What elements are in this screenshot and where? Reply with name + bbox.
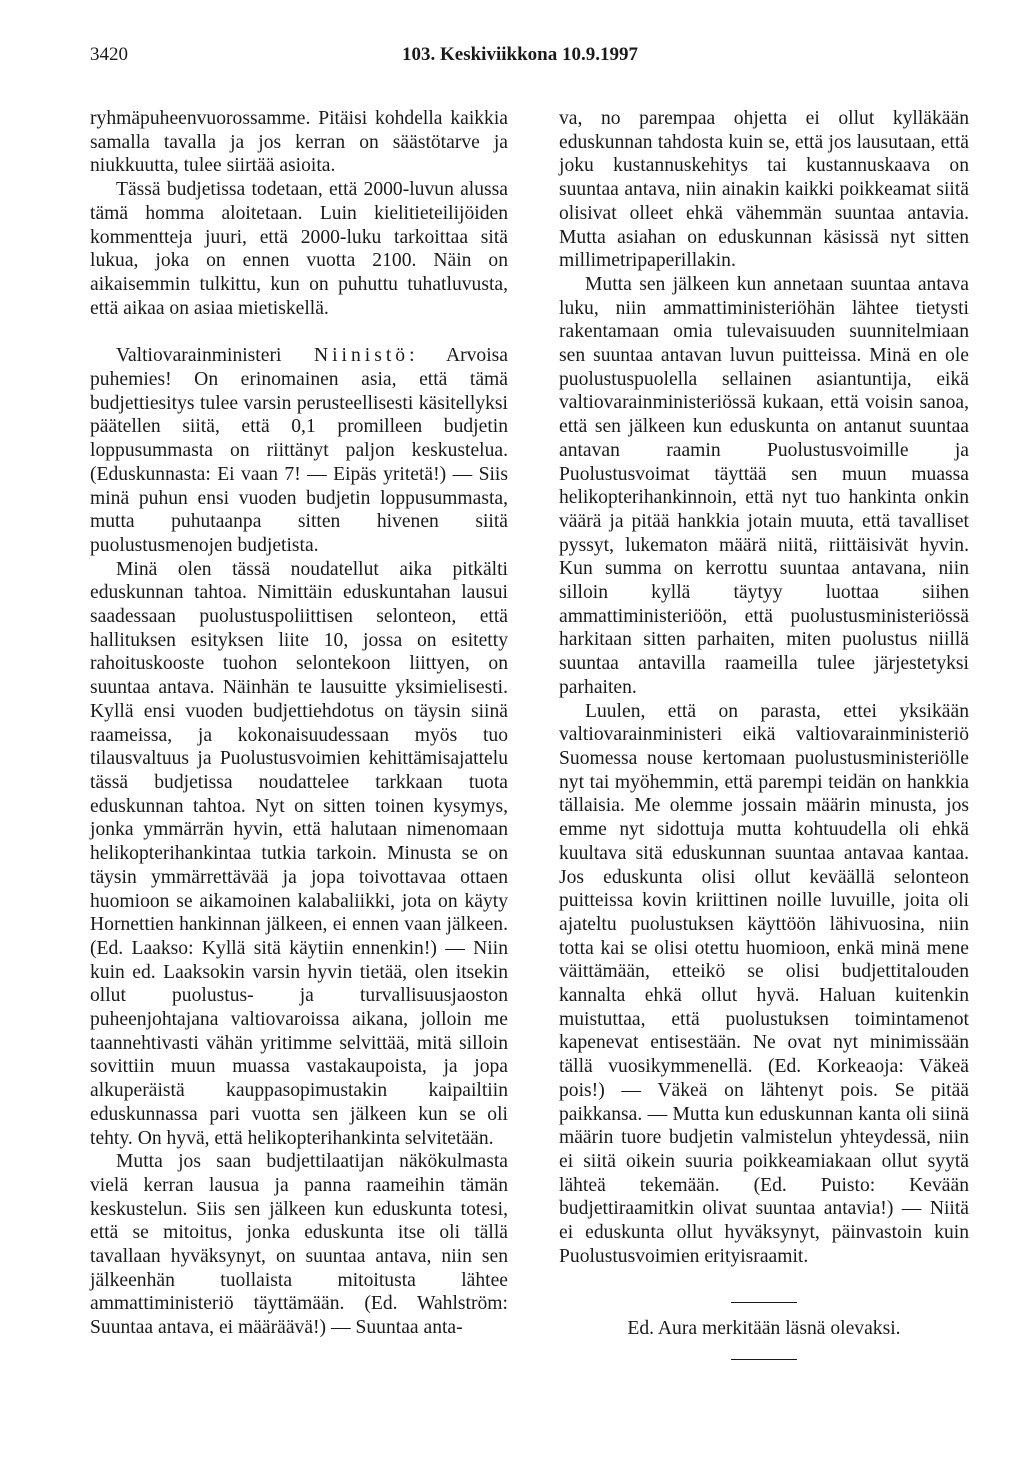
paragraph: Minä olen tässä noudatellut aika pitkälti eduskunnan tahtoa. Nimittäin eduskuntahan lausui saadessaan puolustuspoliittisen selonteon, että hallituksen esityksen liite 10, jossa on esitetty rahoituskooste tuohon selontekoon liittyen, on suuntaa antava. Näinhän te lausuitte yksimielisesti. Kyllä ensi vuoden budjettiehdotus on täysin siinä raameissa, ja kokonaisuudessaan myös tuo tilausvaltuus ja Puolustusvoimien kehittämisajattelu tässä budjetissa noudattelee tarkkaan tuota eduskunnan tahtoa. Nyt on sitten toinen kysymys, jonka ymmärrän hyvin, että halutaan nimenomaan helikopterihankintaa tutkia tarkoin. Minusta se on täysin ymmärrettävää ja jopa toivottavaa ottaen huomioon se aikamoinen kalabaliikki, jota on käyty Hornettien hankinnan jälkeen, ei ennen vaan jälkeen. (Ed. Laakso: Kyllä sitä käytiin ennenkin!) — Niin kuin ed. Laaksokin varsin hyvin tietää, olen itsekin ollut puolustus- ja turvallisuusjaoston puheenjohtajana valtiovaroissa aikana, jolloin me taannehtivasti vähän yritimme selvittää, mitä silloin sovittiin muun muassa vastakaupoista, ja jopa alkuperäistä kauppasopimustakin kaipailtiin eduskunnassa pari vuotta sen jälkeen kun se oli tehty. On hyvä, että helikopterihankinta selvitetään. bbox=[90, 558, 508, 1149]
speaker-name: Niinistö bbox=[313, 345, 410, 367]
paragraph: ryhmäpuheenvuorossamme. Pitäisi kohdella kaikkia samalla tavalla ja jos kerran on säästötarve ja niukkuutta, tulee siirtää asioita. bbox=[90, 108, 508, 177]
page-number: 3420 bbox=[90, 44, 128, 65]
running-head: 103. Keskiviikkona 10.9.1997 bbox=[402, 44, 638, 65]
page-header bbox=[90, 44, 890, 74]
right-column bbox=[559, 107, 969, 1360]
speaker-title: Valtiovarainministeri bbox=[116, 345, 282, 367]
speaker-paragraph bbox=[90, 344, 508, 557]
paragraph: Tässä budjetissa todetaan, että 2000-luvun alussa tämä homma aloitetaan. Luin kielitieteilijöiden kommentteja juuri, että 2000-luku tarkoittaa sitä lukua, joka on ennen vuotta 2100. Näin on aikaisemmin tulkittu, kun on puhuttu tuhatluvusta, että aikaa on asiaa mietiskellä. bbox=[90, 179, 508, 319]
speech-text: : Arvoisa puhemies! On erinomainen asia, että tämä budjettiesitys tulee varsin perusteellisesti käsitellyksi päätellen siitä, että 0,1 promilleen budjetin loppusummasta on riittänyt paljon keskustelua. (Eduskunnasta: Ei vaan 7! — Eipäs yritetä!) — Siis minä puhun ensi vuoden budjetin loppusummasta, mutta puhutaanpa sitten hivenen siitä puolustusmenojen budjetista. bbox=[90, 345, 508, 556]
paragraph: Mutta sen jälkeen kun annetaan suuntaa antava luku, niin ammattiministeriöhän lähtee tietysti rakentamaan omia tulevaisuuden suunnitelmiaan sen suuntaa antavan luvun puitteissa. Minä en ole puolustuspuolella sellainen asiantuntija, eikä valtiovarainministeriössä kukaan, että voisin sanoa, että sen jälkeen kun eduskunta on antanut suuntaa antavan raamin Puolustusvoimille ja Puolustusvoimat täyttää sen muun muassa helikopterihankinnoin, että nyt tuo hankinta onkin väärä ja pitää hankkia jotain muuta, että tavalliset pyssyt, lukematon määrä niitä, riittäisivät hyvin. Kun summa on kerrottu suuntaa antavana, niin silloin kyllä täytyy luottaa siihen ammattiministeriöön, että puolustusministeriössä harkitaan sitten parhaiten, miten puolustus niillä suuntaa antavilla raameilla tulee järjestetyksi parhaiten. bbox=[559, 273, 969, 698]
divider-rule bbox=[731, 1302, 797, 1303]
left-column bbox=[90, 107, 508, 1340]
paragraph: Mutta jos saan budjettilaatijan näkökulmasta vielä kerran lausua ja panna raameihin tämän keskustelun. Siis sen jälkeen kun eduskunta totesi, että se mitoitus, jonka eduskunta itse oli tällä tavallaan hyväksynyt, on suuntaa antava, niin sen jälkeenhän tuollaista mitoitusta lähtee ammattiministeriö täyttämään. (Ed. Wahlström: Suuntaa antava, ei määräävä!) — Suuntaa anta- bbox=[90, 1151, 508, 1339]
paragraph: Luulen, että on parasta, ettei yksikään valtiovarainministeri eikä valtiovarainministeriö Suomessa nouse kertomaan puolustusministeriölle nyt tai myöhemmin, että parempi teidän on hankkia tällaisia. Me olemme jossain määrin minusta, jos emme nyt sidottuja mutta kohtuudella oli ehkä kuultava sitä eduskunnan suuntaa antavaa kantaa. Jos eduskunta olisi ollut keväällä selonteon puitteissa kovin kriittinen noille luvuille, joita oli ajateltu puolustuksen käyttöön lähivuosina, niin totta kai se olisi otettu huomioon, enkä minä mene väittämään, etteikö se olisi budjettitalouden kannalta ehkä ollut hyvä. Haluan kuitenkin muistuttaa, että puolustuksen toimintamenot kapenevat entisestään. Ne ovat nyt minimissään tällä vuosikymmenellä. (Ed. Korkeaoja: Väkeä pois!) — Väkeä on lähtenyt pois. Se pitää paikkansa. — Mutta kun eduskunnan kanta oli siinä määrin tuore budjetin valmistelun yhteydessä, niin ei siitä oikein suuria poikkeamiakaan ollut syytä lähteä tekemään. (Ed. Puisto: Kevään budjettiraamitkin olivat suuntaa antavia!) — Niitä ei eduskunta ollut hyväksynyt, päinvastoin kuin Puolustusvoimien erityisraamit. bbox=[559, 700, 969, 1267]
attendance-note: Ed. Aura merkitään läsnä olevaksi. bbox=[627, 1318, 901, 1340]
paragraph: va, no parempaa ohjetta ei ollut kylläkään eduskunnan tahdosta kuin se, että jos lausutaan, että joku kustannuskehitys tai kustannuskaava on suuntaa antava, niin ainakin kaikki poikkeamat siitä olisivat olleet ehkä vähemmän suuntaa antavia. Mutta asiahan on eduskunnan käsissä nyt sitten millimetripaperillakin. bbox=[559, 108, 969, 272]
divider-rule bbox=[731, 1359, 797, 1360]
